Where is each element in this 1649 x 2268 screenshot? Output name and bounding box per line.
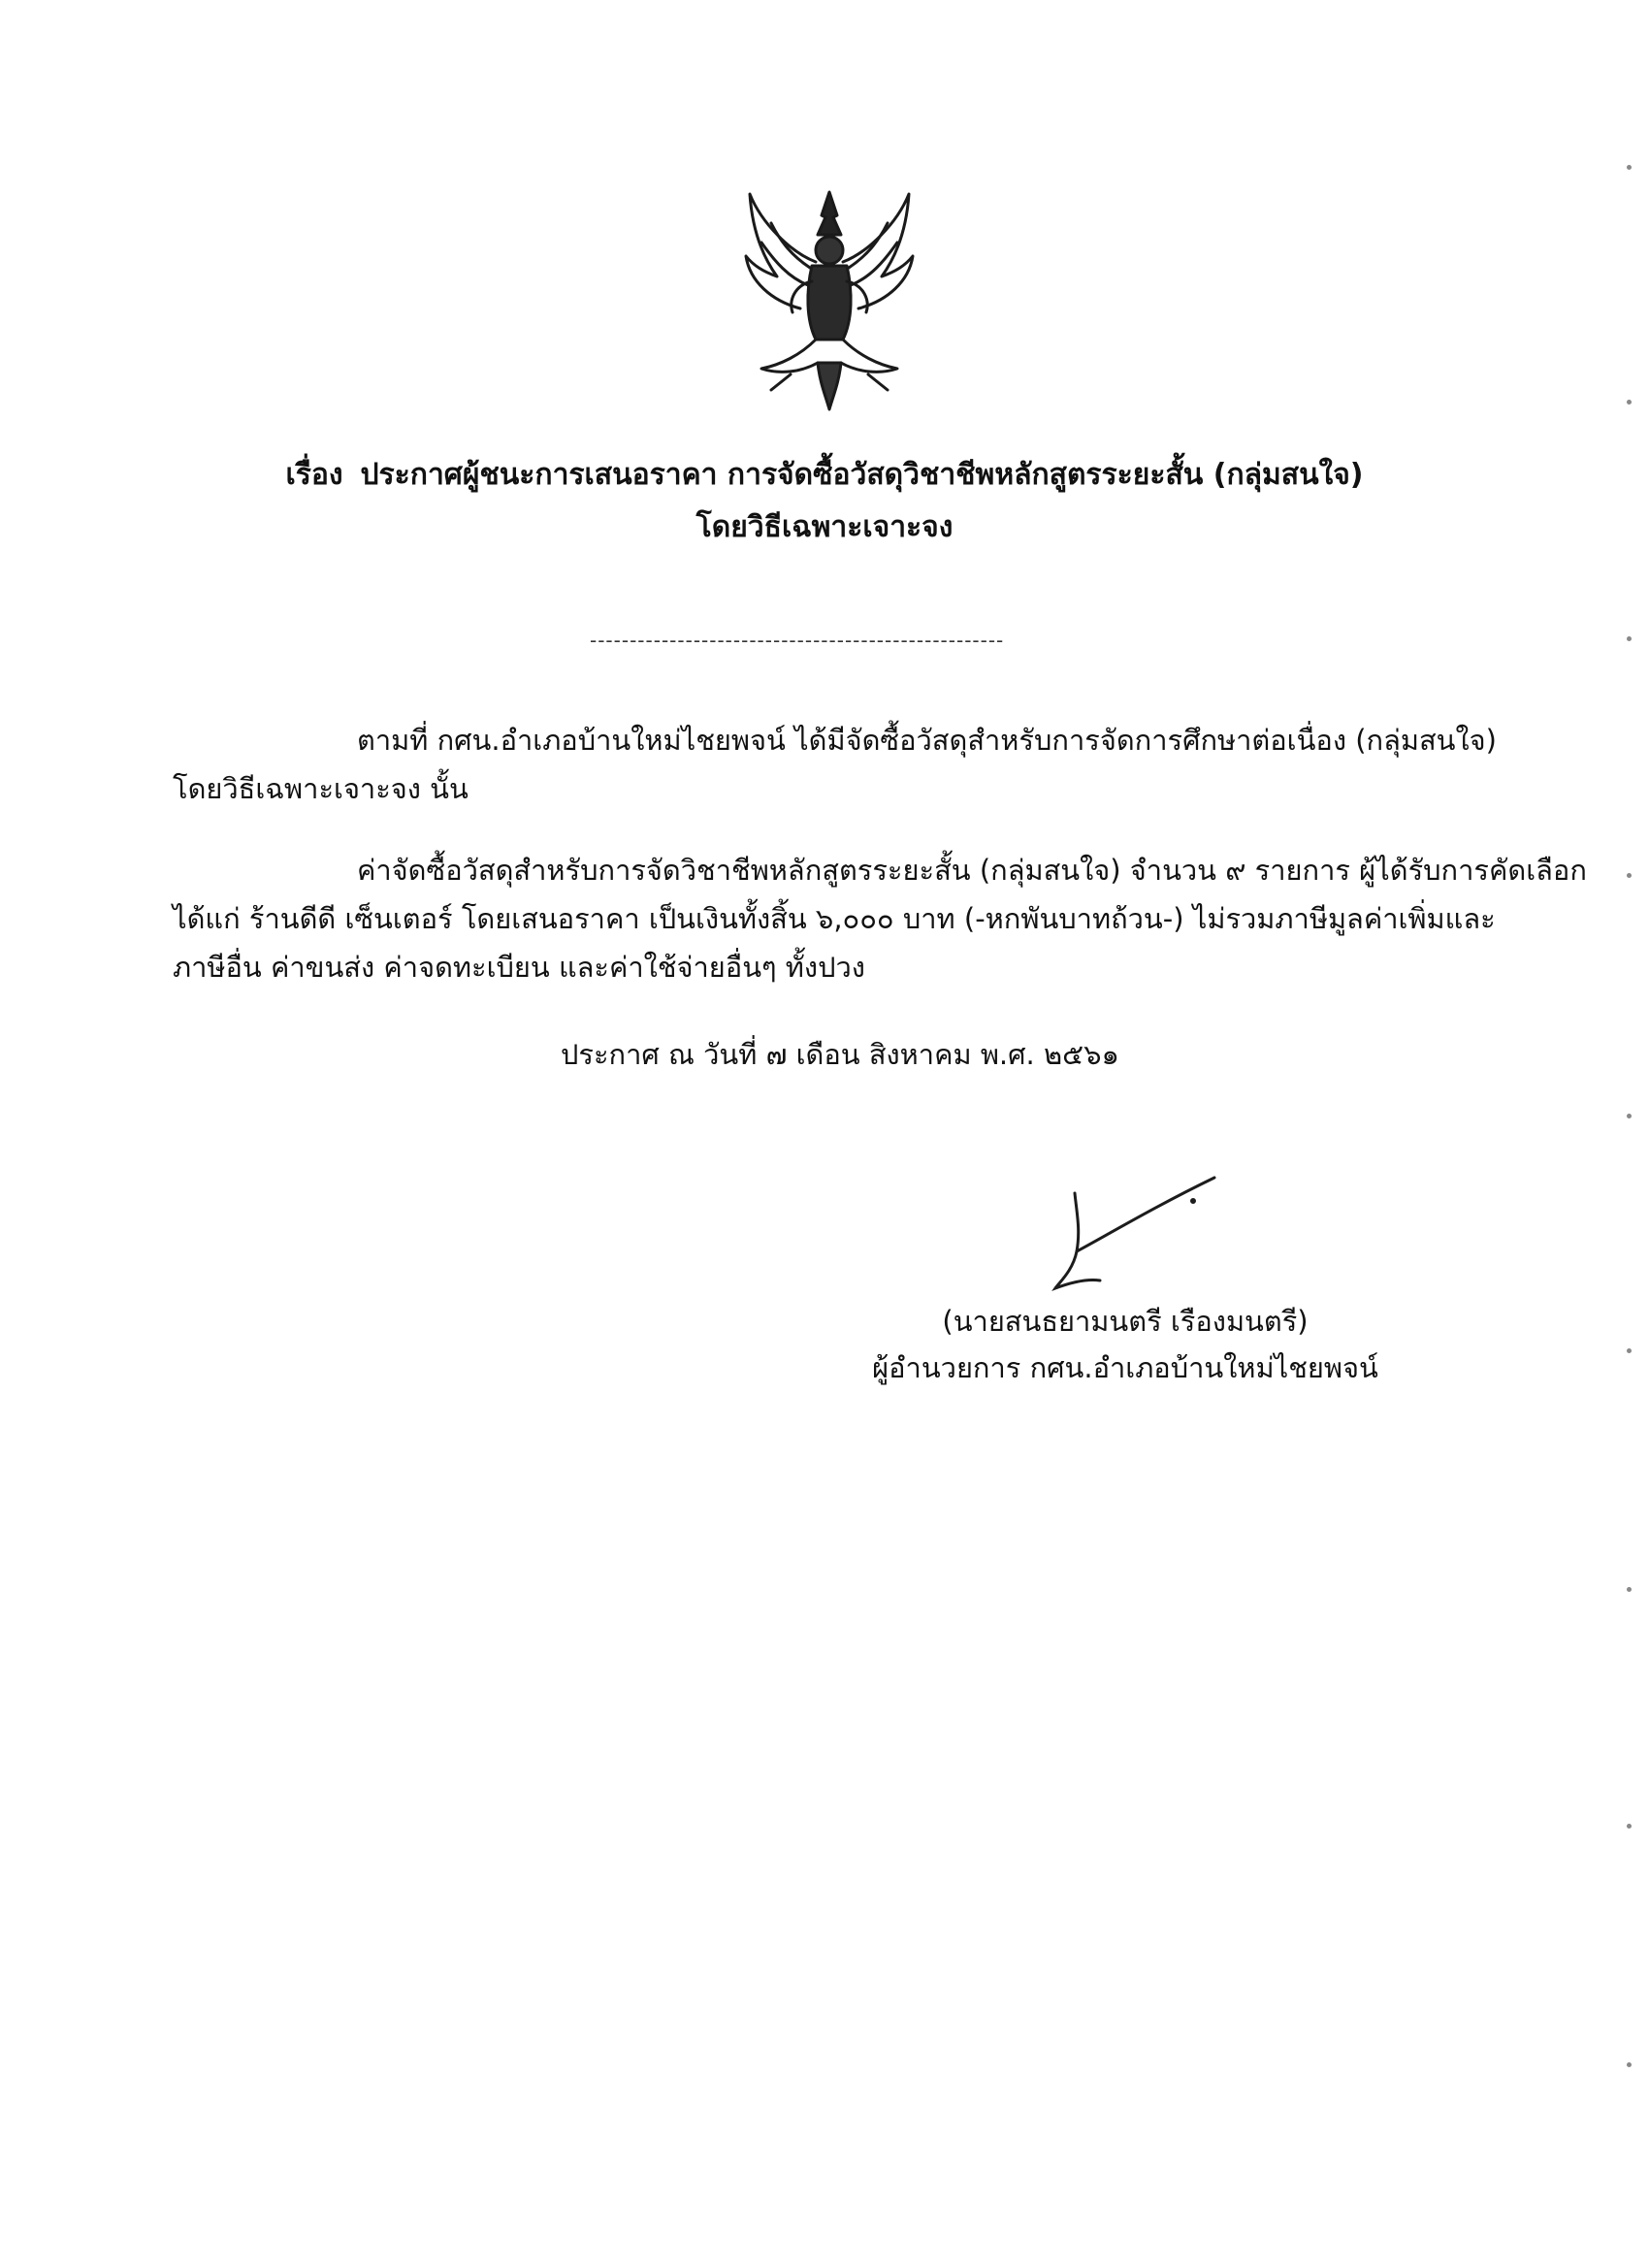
handwritten-signature [1048, 1174, 1222, 1300]
subject-line-1 [0, 454, 1649, 497]
scan-mark [1627, 2062, 1632, 2067]
paragraph-2-line-2: ได้แก่ ร้านดีดี เซ็นเตอร์ โดยเสนอราคา เป็นเงินทั้งสิ้น ๖,๐๐๐ บาท (-หกพันบาทถ้วน-) ไม่รวมภาษีมูลค่าเพิ่มและ [173, 902, 1496, 935]
scan-mark [1627, 1114, 1632, 1118]
divider-line: ---------------------------------------------------- [590, 629, 1005, 652]
subject-line-2: โดยวิธีเฉพาะเจาะจง [695, 510, 954, 544]
scan-mark [1627, 400, 1632, 405]
scan-mark [1627, 1587, 1632, 1592]
garuda-emblem-icon [732, 184, 926, 417]
scan-mark [1627, 873, 1632, 878]
paragraph-1-line-1: ตามที่ กศน.อำเภอบ้านใหม่ไชยพจน์ ได้มีจัดซื้อวัสดุสำหรับการจัดการศึกษาต่อเนื่อง (กลุ่มสนใจ) [357, 724, 1497, 757]
paragraph-1 [173, 716, 1531, 813]
scan-mark [1627, 165, 1632, 170]
announcement-date: ประกาศ ณ วันที่ ๗ เดือน สิงหาคม พ.ศ. ๒๕๖๑ [561, 1038, 1119, 1071]
paragraph-2 [173, 846, 1587, 991]
subject-text: ประกาศผู้ชนะการเสนอราคา การจัดซื้อวัสดุวิชาชีพหลักสูตรระยะสั้น (กลุ่มสนใจ) [360, 458, 1364, 492]
scan-mark [1627, 1348, 1632, 1353]
subject-label: เรื่อง [285, 458, 343, 492]
paragraph-2-line-1: ค่าจัดซื้อวัสดุสำหรับการจัดวิชาชีพหลักสูตรระยะสั้น (กลุ่มสนใจ) จำนวน ๙ รายการ ผู้ได้รับการคัดเลือก [357, 854, 1587, 887]
scan-mark [1627, 636, 1632, 641]
signer-position: ผู้อำนวยการ กศน.อำเภอบ้านใหม่ไชยพจน์ [872, 1351, 1378, 1384]
scan-mark [1627, 1824, 1632, 1829]
paragraph-2-line-3: ภาษีอื่น ค่าขนส่ง ค่าจดทะเบียน และค่าใช้จ่ายอื่นๆ ทั้งปวง [173, 951, 865, 984]
signer-name: (นายสนธยามนตรี เรืองมนตรี) [942, 1305, 1309, 1338]
paragraph-1-line-2: โดยวิธีเฉพาะเจาะจง นั้น [173, 772, 469, 805]
